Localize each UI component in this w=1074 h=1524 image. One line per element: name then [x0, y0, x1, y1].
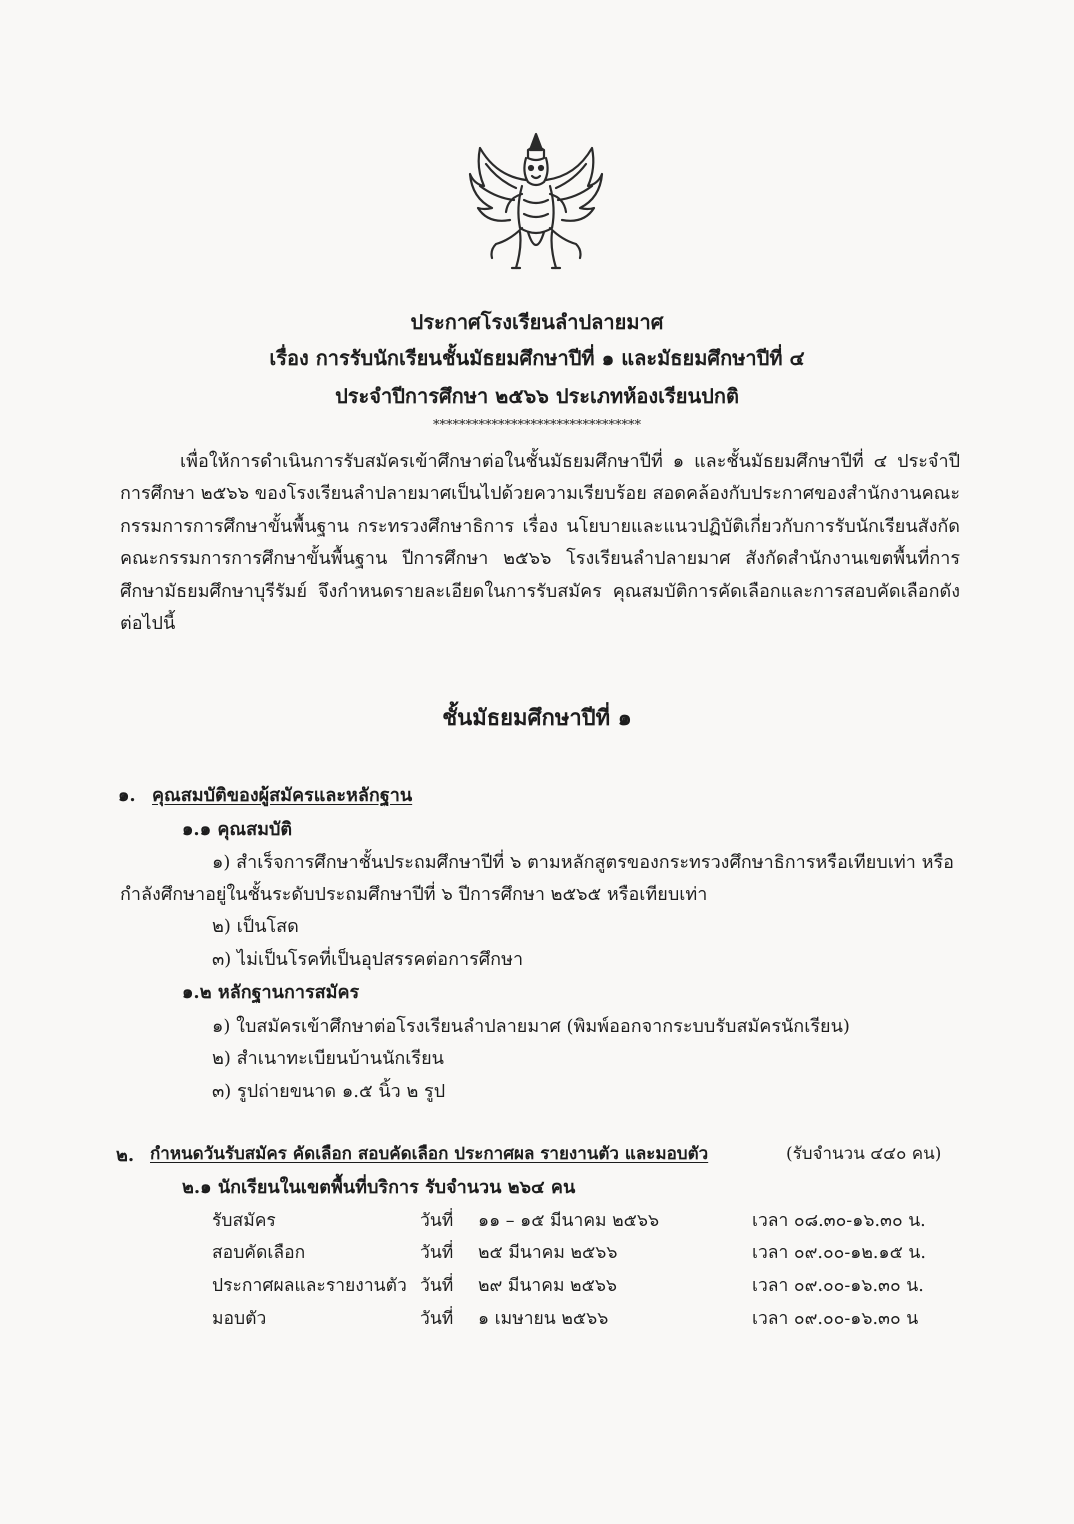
qualification-item-3: ๓) ไม่เป็นโรคที่เป็นอุปสรรคต่อการศึกษา	[212, 949, 524, 970]
evidence-item-2: ๒) สำเนาทะเบียนบ้านนักเรียน	[212, 1048, 444, 1069]
evidence-item-1: ๑) ใบสมัครเข้าศึกษาต่อโรงเรียนลำปลายมาศ (พิมพ์ออกจากระบบรับสมัครนักเรียน)	[212, 1016, 850, 1037]
schedule-day-label: วันที่	[420, 1211, 454, 1231]
announcement-year-type: ประจำปีการศึกษา ๒๕๖๖ ประเภทห้องเรียนปกติ	[335, 384, 739, 408]
separator-stars: ********************************	[433, 418, 641, 433]
schedule-time: เวลา ๐๙.๐๐-๑๖.๓๐ น.	[752, 1276, 924, 1296]
section-2-number: ๒.	[116, 1145, 135, 1166]
section-2-note: (รับจำนวน ๔๔๐ คน)	[786, 1144, 942, 1164]
subsection-2-1-title: ๒.๑ นักเรียนในเขตพื้นที่บริการ รับจำนวน ๒๖๔ คน	[182, 1177, 576, 1198]
qualification-item-1-cont: กำลังศึกษาอยู่ในชั้นระดับประถมศึกษาปีที่ ๖ ปีการศึกษา ๒๕๖๕ หรือเทียบเท่า	[120, 884, 708, 905]
subsection-1-1-title: ๑.๑ คุณสมบัติ	[182, 819, 293, 840]
section-1-title: คุณสมบัติของผู้สมัครและหลักฐาน	[152, 785, 413, 806]
garuda-emblem-icon	[466, 128, 606, 278]
schedule-activity: รับสมัคร	[212, 1211, 276, 1231]
qualification-item-1: ๑) สำเร็จการศึกษาชั้นประถมศึกษาปีที่ ๖ ตามหลักสูตรของกระทรวงศึกษาธิการหรือเทียบเท่า หรือ	[212, 852, 954, 873]
schedule-day-label: วันที่	[420, 1276, 454, 1296]
schedule-activity: สอบคัดเลือก	[212, 1243, 306, 1263]
schedule-time: เวลา ๐๙.๐๐-๑๒.๑๕ น.	[752, 1243, 926, 1263]
schedule-day-label: วันที่	[420, 1243, 454, 1263]
subsection-1-2-title: ๑.๒ หลักฐานการสมัคร	[182, 982, 360, 1003]
schedule-activity: ประกาศผลและรายงานตัว	[212, 1276, 407, 1296]
schedule-date: ๑ เมษายน ๒๕๖๖	[478, 1309, 609, 1329]
evidence-item-3: ๓) รูปถ่ายขนาด ๑.๕ นิ้ว ๒ รูป	[212, 1081, 446, 1102]
intro-paragraph: เพื่อให้การดำเนินการรับสมัครเข้าศึกษาต่อในชั้นมัธยมศึกษาปีที่ ๑ และชั้นมัธยมศึกษาปีที่ ๔ ประจำปีการศึกษา ๒๕๖๖ ของโรงเรียนลำปลายมาศเป็นไปด้วยความเรียบร้อย สอดคล้องกับประกาศของสำนักงานคณะกรรมการการศึกษาขั้นพื้นฐาน กระทรวงศึกษาธิการ เรื่อง นโยบายและแนวปฏิบัติเกี่ยวกับการรับนักเรียนสังกัดคณะกรรมการการศึกษาขั้นพื้นฐาน ปีการศึกษา ๒๕๖๖ โรงเรียนลำปลายมาศ สังกัดสำนักงานเขตพื้นที่การศึกษามัธยมศึกษาบุรีรัมย์ จึงกำหนดรายละเอียดในการรับสมัคร คุณสมบัติการคัดเลือกและการสอบคัดเลือกดังต่อไปนี้	[120, 451, 960, 635]
schedule-activity: มอบตัว	[212, 1309, 267, 1329]
schedule-date: ๒๙ มีนาคม ๒๕๖๖	[478, 1276, 618, 1296]
schedule-day-label: วันที่	[420, 1309, 454, 1329]
qualification-item-2: ๒) เป็นโสด	[212, 916, 299, 937]
grade-heading: ชั้นมัธยมศึกษาปีที่ ๑	[442, 705, 632, 731]
schedule-time: เวลา ๐๘.๓๐-๑๖.๓๐ น.	[752, 1211, 926, 1231]
schedule-time: เวลา ๐๙.๐๐-๑๖.๓๐ น	[752, 1309, 919, 1329]
schedule-date: ๒๕ มีนาคม ๒๕๖๖	[478, 1243, 618, 1263]
announcement-subject: เรื่อง การรับนักเรียนชั้นมัธยมศึกษาปีที่ ๑ และมัธยมศึกษาปีที่ ๔	[269, 346, 805, 370]
section-2-title: กำหนดวันรับสมัคร คัดเลือก สอบคัดเลือก ประกาศผล รายงานตัว และมอบตัว	[150, 1144, 709, 1164]
schedule-date: ๑๑ – ๑๕ มีนาคม ๒๕๖๖	[478, 1211, 660, 1231]
section-1-number: ๑.	[118, 785, 136, 806]
announcement-title: ประกาศโรงเรียนลำปลายมาศ	[410, 310, 664, 334]
